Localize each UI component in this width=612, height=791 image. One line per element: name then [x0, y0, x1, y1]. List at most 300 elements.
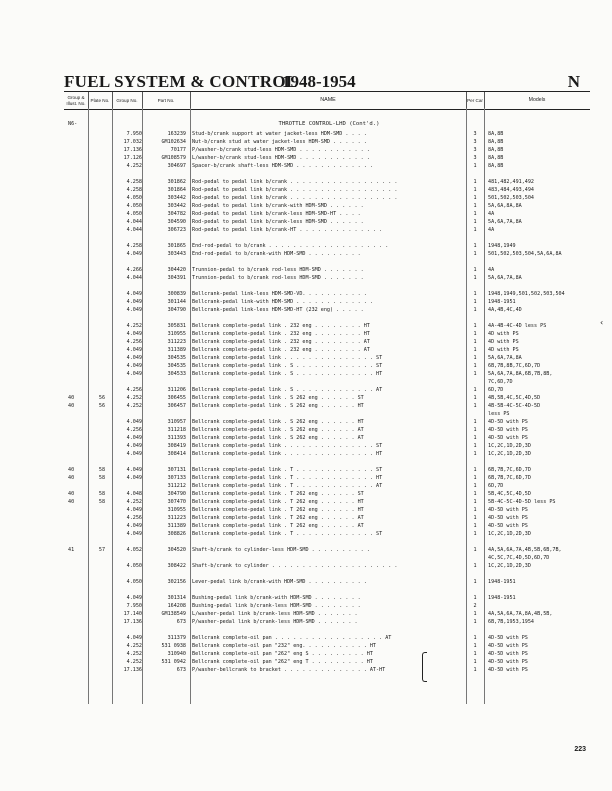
per-car: 1: [473, 443, 477, 449]
part-no: 303442: [167, 203, 186, 209]
col-models: Models: [528, 96, 546, 103]
group-no: 4.049: [126, 475, 142, 481]
group-no: 4.252: [126, 659, 142, 665]
part-name: Bellcrank complete-pedal link . 232 eng . . . . . . . . HT: [192, 331, 370, 337]
table-row: [64, 482, 590, 490]
per-car: 1: [473, 187, 477, 193]
plate-no: 56: [98, 403, 106, 409]
plate-no: 56: [98, 395, 106, 401]
part-name: Bellcrank complete-pedal link . T . . . . . . . . . . . . . ST: [192, 531, 383, 537]
part-name: Bellcrank-pedal link-less HDM-SMD-VD. . . . . . . . . . .: [192, 291, 367, 297]
part-no: 304520: [167, 547, 186, 553]
per-car: 1: [473, 307, 477, 313]
models: 4D with PS: [488, 331, 519, 337]
table-row: [64, 434, 590, 442]
per-car: 1: [473, 667, 477, 673]
group-no: 17.136: [123, 667, 142, 673]
per-car: 1: [473, 611, 477, 617]
group-no: 4.049: [126, 507, 142, 513]
part-name: Bellcrank complete-oil pan "262" eng T . . . . . . . . . HT: [192, 659, 373, 665]
part-name: Bellcrank complete-pedal link . S 262 eng . . . . . . AT: [192, 435, 364, 441]
part-no: 311389: [167, 523, 186, 529]
part-no: 301144: [167, 299, 186, 305]
per-car: 1: [473, 403, 477, 409]
group-no: 4.252: [126, 323, 142, 329]
group-no: 4.256: [126, 515, 142, 521]
models: 6B,7B,7C,6D,7D: [488, 475, 531, 481]
models: 6D,7D: [488, 387, 504, 393]
table-row: [64, 610, 590, 618]
group-no: 4.256: [126, 387, 142, 393]
group-no: 4.252: [126, 395, 142, 401]
table-row: [64, 618, 590, 626]
per-car: 1: [473, 339, 477, 345]
models: 1C,2C,1D,2D,3D: [488, 563, 531, 569]
part-no: 673: [176, 619, 186, 625]
per-car: 1: [473, 347, 477, 353]
table-row: [64, 306, 590, 314]
group-illus-no: 40: [68, 467, 75, 473]
group-illus-no: 40: [68, 403, 75, 409]
models: 1948,1949,501,502,503,504: [488, 291, 565, 297]
part-no: 311379: [167, 635, 186, 641]
per-car: 1: [473, 435, 477, 441]
part-name: Shaft-b/crank to cylinder-less HDM-SMD . . . . . . . . . .: [192, 547, 370, 553]
part-name: Nut-b/crank stud at water jacket-less HDM-SMD . . . . . .: [192, 139, 367, 145]
models-bracket: [422, 652, 427, 682]
models: 4D-5D with PS: [488, 435, 528, 441]
per-car: 1: [473, 251, 477, 257]
models: 4D-5D with PS: [488, 643, 528, 649]
part-name: Rod-pedal to pedal link b/crank-less HDM-SMD-HT . . . .: [192, 211, 361, 217]
per-car: 1: [473, 211, 477, 217]
table-row: [64, 394, 590, 402]
table-row: [64, 546, 590, 554]
part-no: 310955: [167, 331, 186, 337]
group-no: 4.049: [126, 291, 142, 297]
table-row: [64, 386, 590, 394]
models: 8A,8B: [488, 139, 504, 145]
part-no: 163239: [167, 131, 186, 137]
models: less PS: [488, 411, 510, 417]
table-row: [64, 474, 590, 482]
per-car: 1: [473, 579, 477, 585]
part-name: Bellcrank complete-pedal link . S 262 eng . . . . . . HT: [192, 419, 364, 425]
group-no: 4.049: [126, 531, 142, 537]
models: 501,502,503,504,5A,6A,8A: [488, 251, 562, 257]
part-no: 311206: [167, 387, 186, 393]
table-row: [64, 202, 590, 210]
models: 4D-5D with PS: [488, 419, 528, 425]
table-row: [64, 634, 590, 642]
models: 6B,7B,7C,6D,7D: [488, 467, 531, 473]
part-name: Bellcrank complete-pedal link . S . . . . . . . . . . . . . ST: [192, 363, 383, 369]
models: 5B,4C,5C,4D,5D: [488, 491, 531, 497]
part-no: 531 0938: [161, 643, 186, 649]
table-row: [64, 498, 590, 506]
part-name: Bellcrank complete-pedal link . T . . . . . . . . . . . . . AT: [192, 483, 383, 489]
models: 4B-5B-4C-5C-4D-5D: [488, 403, 541, 409]
part-name: P/washer-b/crank stud-less HDM-SMD . . . . . . . . . . . .: [192, 147, 370, 153]
models: 1C,2C,1D,2D,3D: [488, 451, 531, 457]
part-no: 301314: [167, 595, 186, 601]
table-row: [64, 378, 590, 386]
part-no: GM108579: [161, 155, 186, 161]
per-car: 1: [473, 507, 477, 513]
table-row: [64, 418, 590, 426]
plate-no: 58: [98, 499, 106, 505]
part-no: 306455: [167, 395, 186, 401]
group-no: 4.266: [126, 267, 142, 273]
part-name: Bellcrank complete-pedal link . S 262 eng . . . . . . ST: [192, 395, 364, 401]
part-name: Trunnion-pedal to b/crank rod-less HDM-SMD . . . . . . .: [192, 267, 364, 273]
part-no: 310955: [167, 507, 186, 513]
group-no: 17.140: [123, 611, 142, 617]
group-no: 4.049: [126, 435, 142, 441]
per-car: 1: [473, 635, 477, 641]
per-car: 1: [473, 619, 477, 625]
part-no: 304533: [167, 371, 186, 377]
models: 4A: [488, 211, 495, 217]
part-name: Bellcrank complete-pedal link . T 262 eng . . . . . . HT: [192, 507, 364, 513]
section-heading-row: [64, 120, 590, 128]
table-row: [64, 250, 590, 258]
models: 4D-5D with PS: [488, 667, 528, 673]
part-name: Bellcrank complete-oil pan "232" eng. . . . . . . . . . . HT: [192, 643, 377, 649]
part-name: End-rod-pedal to b/crank . . . . . . . . . . . . . . . . . . . .: [192, 243, 389, 249]
part-no: 308414: [167, 451, 186, 457]
models: 8A,8B: [488, 155, 504, 161]
part-no: 308419: [167, 443, 186, 449]
per-car: 1: [473, 523, 477, 529]
group-no: 4.049: [126, 595, 142, 601]
models: 4D-5D with PS: [488, 523, 528, 529]
part-no: 301864: [167, 187, 186, 193]
part-name: Bellcrank complete-oil pan "262" eng S . . . . . . . . . HT: [192, 651, 373, 657]
table-row: [64, 130, 590, 138]
table-row: [64, 138, 590, 146]
group-no: 4.256: [126, 339, 142, 345]
part-no: 307133: [167, 475, 186, 481]
group-no: 4.252: [126, 163, 142, 169]
part-name: L/washer-b/crank stud-less HDM-SMD . . . . . . . . . . . .: [192, 155, 370, 161]
part-name: Bellcrank complete-pedal link . 232 eng . . . . . . . . HT: [192, 323, 370, 329]
group-no: 4.258: [126, 187, 142, 193]
table-row: [64, 362, 590, 370]
part-name: Bellcrank-pedal link-less HDM-SMD-HT (232 eng) . . . . .: [192, 307, 364, 313]
part-no: 303443: [167, 251, 186, 257]
group-no: 4.049: [126, 251, 142, 257]
table-row: [64, 194, 590, 202]
per-car: 1: [473, 427, 477, 433]
part-no: 304391: [167, 275, 186, 281]
per-car: 1: [473, 179, 477, 185]
per-car: 2: [473, 603, 477, 609]
table-row: [64, 154, 590, 162]
part-name: Bellcrank complete-pedal link . S . . . . . . . . . . . . . HT: [192, 371, 383, 377]
models: 4D-5D with PS: [488, 635, 528, 641]
part-no: 304420: [167, 267, 186, 273]
models: 1948,1949: [488, 243, 516, 249]
table-row: [64, 162, 590, 170]
per-car: 1: [473, 275, 477, 281]
table-row: [64, 146, 590, 154]
per-car: 1: [473, 419, 477, 425]
table-row: [64, 650, 590, 658]
per-car: 1: [473, 163, 477, 169]
models: 5B-4C-5C-4D-5D less PS: [488, 499, 556, 505]
part-no: 304590: [167, 219, 186, 225]
per-car: 1: [473, 291, 477, 297]
models: 1948-1951: [488, 299, 516, 305]
models: 8A,8B: [488, 147, 504, 153]
part-no: 305831: [167, 323, 186, 329]
table-row: [64, 298, 590, 306]
part-name: L/washer-pedal link b/crank-less HDM-SMD . . . . . . .: [192, 611, 358, 617]
group-no: 4.258: [126, 243, 142, 249]
table-row: [64, 274, 590, 282]
plate-no: 58: [98, 467, 106, 473]
per-car: 1: [473, 531, 477, 537]
part-no: 310957: [167, 419, 186, 425]
models: 4D-5D with PS: [488, 507, 528, 513]
models: 4A,5A,6A,7A,4B,5B,6B,7B,: [488, 547, 562, 553]
models: 5A,6A,7A,8A: [488, 275, 522, 281]
part-no: 673: [176, 667, 186, 673]
group-no: 4.252: [126, 499, 142, 505]
per-car: 1: [473, 547, 477, 553]
models: 5A,6A,7A,8A: [488, 219, 522, 225]
group-no: 4.049: [126, 355, 142, 361]
per-car: 1: [473, 643, 477, 649]
part-no: 70177: [170, 147, 186, 153]
group-no: 4.252: [126, 643, 142, 649]
part-name: Bellcrank complete-pedal link . T 262 eng . . . . . . ST: [192, 491, 364, 497]
models: 483,484,493,494: [488, 187, 535, 193]
part-name: P/washer-pedal link b/crank-less HDM-SMD . . . . . . .: [192, 619, 358, 625]
group-no: 4.050: [126, 195, 142, 201]
models: 6B,7B,1953,1954: [488, 619, 535, 625]
part-name: Bellcrank complete-pedal link . . . . . . . . . . . . . . . HT: [192, 451, 383, 457]
table-row: [64, 506, 590, 514]
table-row: [64, 658, 590, 666]
group-illus-no: 40: [68, 491, 75, 497]
per-car: 1: [473, 219, 477, 225]
group-no: 4.049: [126, 347, 142, 353]
group-no: 7.950: [126, 603, 142, 609]
part-no: 311393: [167, 435, 186, 441]
part-no: 311212: [167, 483, 186, 489]
table-row: [64, 666, 590, 674]
models: 4D-5D with PS: [488, 659, 528, 665]
models: 4D with PS: [488, 339, 519, 345]
part-name: Bellcrank complete-pedal link . T . . . . . . . . . . . . . ST: [192, 467, 383, 473]
table-row: [64, 466, 590, 474]
col-plate: Plate No.: [88, 92, 113, 109]
per-car: 1: [473, 331, 477, 337]
table-row: [64, 554, 590, 562]
col-per-car: Per Car: [466, 92, 485, 109]
part-name: Rod-pedal to pedal link b/crank-less HDM-SMD . . . . . .: [192, 219, 364, 225]
col-part-no: Part No.: [142, 92, 191, 109]
part-no: 307470: [167, 499, 186, 505]
group-no: 4.258: [126, 179, 142, 185]
part-name: Bellcrank complete-pedal link . S . . . . . . . . . . . . . AT: [192, 387, 383, 393]
per-car: 1: [473, 651, 477, 657]
per-car: 3: [473, 155, 477, 161]
models: 4A: [488, 267, 495, 273]
models: 8A,8B: [488, 131, 504, 137]
group-illus-no: 40: [68, 499, 75, 505]
group-illus-no: 40: [68, 395, 75, 401]
part-name: Bellcrank complete-pedal link . T 262 eng . . . . . . AT: [192, 523, 364, 529]
part-no: 303442: [167, 195, 186, 201]
group-no: 4.049: [126, 299, 142, 305]
models: 4C,5C,7C,4D,5D,6D,7D: [488, 555, 550, 561]
per-car: 1: [473, 203, 477, 209]
part-no: 304782: [167, 211, 186, 217]
part-no: 304790: [167, 307, 186, 313]
part-no: 306723: [167, 227, 186, 233]
plate-no: 58: [98, 491, 106, 497]
part-name: Bellcrank complete-pedal link . S 262 eng . . . . . . HT: [192, 403, 364, 409]
per-car: 1: [473, 515, 477, 521]
group-no: 4.252: [126, 651, 142, 657]
table-row: [64, 594, 590, 602]
group-no: 4.049: [126, 307, 142, 313]
plate-no: 57: [98, 547, 106, 553]
per-car: 1: [473, 363, 477, 369]
models: 6B,7B,8B,7C,6D,7D: [488, 363, 541, 369]
table-row: [64, 490, 590, 498]
models: 5A,6A,7A,8A: [488, 355, 522, 361]
part-name: Stud-b/crank support at water jacket-less HDM-SMD . . . .: [192, 131, 367, 137]
col-group-illus: Group & Illust. No.: [64, 92, 89, 109]
table-row: [64, 562, 590, 570]
part-no: 304790: [167, 491, 186, 497]
table-row: [64, 450, 590, 458]
models: 501,502,503,504: [488, 195, 535, 201]
table-row: [64, 354, 590, 362]
table-row: [64, 330, 590, 338]
part-name: Trunnion-pedal to b/crank rod-less HDM-SMD . . . . . . .: [192, 275, 364, 281]
table-row: [64, 210, 590, 218]
col-group-no: Group No.: [112, 92, 143, 109]
models: 4A,5A,6A,7A,8A,4B,5B,: [488, 611, 553, 617]
per-car: 1: [473, 483, 477, 489]
group-illus-no: 41: [68, 547, 75, 553]
per-car: 1: [473, 659, 477, 665]
part-name: Bellcrank complete-pedal link . T . . . . . . . . . . . . . HT: [192, 475, 383, 481]
models: 7C,6D,7D: [488, 379, 513, 385]
part-name: Bellcrank complete-pedal link . . . . . . . . . . . . . . . ST: [192, 355, 383, 361]
models: 4D-5D with PS: [488, 515, 528, 521]
models: 5A,6A,7A,8A,6B,7B,8B,: [488, 371, 553, 377]
part-no: 311223: [167, 515, 186, 521]
part-no: 164208: [167, 603, 186, 609]
table-row: [64, 266, 590, 274]
table-row: [64, 578, 590, 586]
part-name: Bellcrank complete-pedal link . S 262 eng . . . . . . AT: [192, 427, 364, 433]
part-no: 304535: [167, 363, 186, 369]
per-car: 1: [473, 451, 477, 457]
group-no: 4.050: [126, 563, 142, 569]
models: 4D with PS: [488, 347, 519, 353]
table-row: [64, 442, 590, 450]
part-no: 302156: [167, 579, 186, 585]
models: 4D-5D with PS: [488, 427, 528, 433]
models: 4D-5D with PS: [488, 651, 528, 657]
per-car: 3: [473, 131, 477, 137]
models: 1948-1951: [488, 579, 516, 585]
part-name: Bushing-pedal link b/crank-with HDM-SMD . . . . . . . .: [192, 595, 361, 601]
group-no: 4.049: [126, 419, 142, 425]
table-row: [64, 322, 590, 330]
part-no: 307131: [167, 467, 186, 473]
per-car: 3: [473, 139, 477, 145]
group-no: 17.126: [123, 155, 142, 161]
group-no: 17.136: [123, 619, 142, 625]
group-no: 4.049: [126, 371, 142, 377]
group-no: 4.049: [126, 443, 142, 449]
part-name: Shaft-b/crank to cylinder . . . . . . . . . . . . . . . . . . . . .: [192, 563, 398, 569]
group-no: 4.252: [126, 403, 142, 409]
group-no: 7.950: [126, 131, 142, 137]
part-name: Bushing-pedal link b/crank-less HDM-SMD . . . . . . . .: [192, 603, 361, 609]
table-row: [64, 226, 590, 234]
group-no: 4.044: [126, 219, 142, 225]
group-no: 4.050: [126, 579, 142, 585]
per-car: 1: [473, 299, 477, 305]
models: 6D,7D: [488, 483, 504, 489]
group-no: 4.050: [126, 211, 142, 217]
part-no: 304535: [167, 355, 186, 361]
part-no: 300839: [167, 291, 186, 297]
part-no: 301865: [167, 243, 186, 249]
part-no: 308826: [167, 531, 186, 537]
part-no: 311218: [167, 427, 186, 433]
models: 1C,2C,1D,2D,3D: [488, 531, 531, 537]
section-group: N6-: [68, 121, 78, 127]
per-car: 1: [473, 195, 477, 201]
per-car: 1: [473, 491, 477, 497]
part-name: Lever-pedal link b/crank-with HDM-SMD . . . . . . . . . .: [192, 579, 367, 585]
models: 4A-4B-4C-4D less PS: [488, 323, 547, 329]
per-car: 3: [473, 147, 477, 153]
models: 1C,2C,1D,2D,3D: [488, 443, 531, 449]
group-no: 4.256: [126, 427, 142, 433]
group-no: 4.049: [126, 331, 142, 337]
group-no: 4.052: [126, 547, 142, 553]
part-name: Bellcrank complete-pedal link . T 262 eng . . . . . . AT: [192, 515, 364, 521]
part-no: 310940: [167, 651, 186, 657]
part-name: Rod-pedal to pedal link b/crank . . . . . . . . . . . . . . . . . .: [192, 195, 398, 201]
table-row: [64, 338, 590, 346]
per-car: 1: [473, 595, 477, 601]
table-row: [64, 186, 590, 194]
part-name: Bellcrank complete-pedal link . T 262 eng . . . . . . HT: [192, 499, 364, 505]
section-title: THROTTLE CONTROL-LHD (Cont'd.): [278, 121, 380, 127]
table-row: [64, 218, 590, 226]
part-name: Bellcrank complete-pedal link . 232 eng . . . . . . . . AT: [192, 347, 370, 353]
table-row: [64, 402, 590, 410]
section-letter: N: [567, 72, 580, 91]
group-no: 4.049: [126, 523, 142, 529]
part-name: Bellcrank complete-pedal link . 232 eng . . . . . . . . AT: [192, 339, 370, 345]
part-name: Spacer-b/crank shaft-less HDM-SMD . . . . . . . . . . . . .: [192, 163, 373, 169]
per-car: 1: [473, 475, 477, 481]
part-name: Rod-pedal to pedal link b/crank-HT . . . . . . . . . . . . . .: [192, 227, 383, 233]
